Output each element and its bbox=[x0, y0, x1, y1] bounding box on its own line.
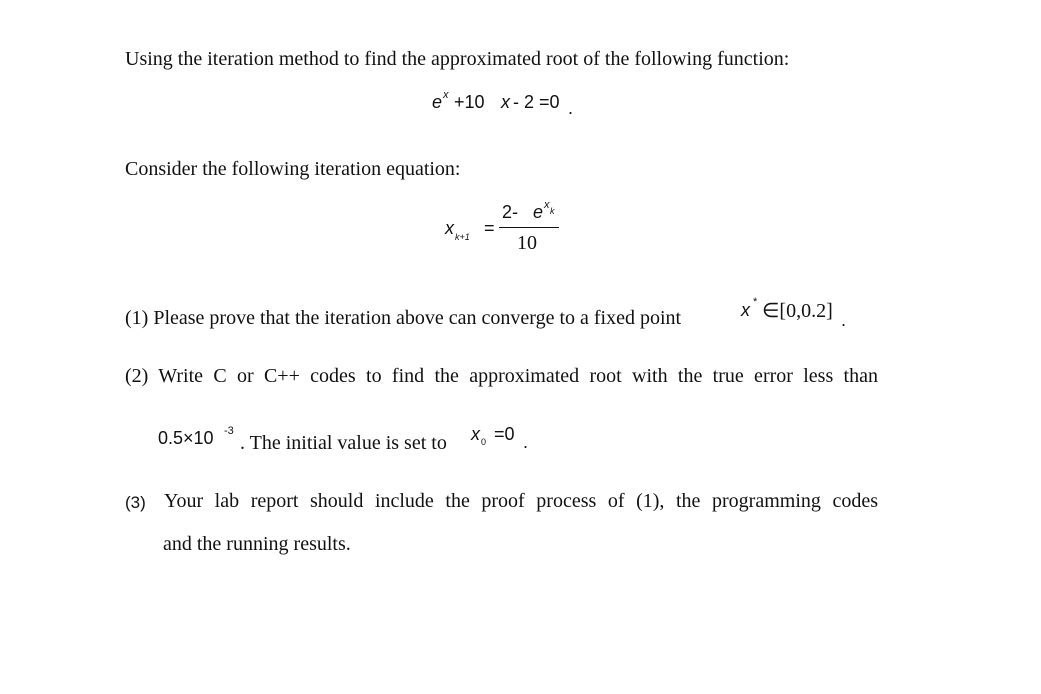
part3-line2: and the running results. bbox=[163, 533, 351, 555]
part2-period: . bbox=[523, 432, 529, 452]
initial-subscript: 0 bbox=[481, 437, 487, 447]
part1-math-interval: ∈[0,0.2] bbox=[762, 300, 833, 322]
consider-text: Consider the following iteration equation: bbox=[125, 158, 461, 180]
equation-coefficient: +10 bbox=[454, 92, 485, 112]
equation-period: . bbox=[568, 98, 574, 118]
part1-math-sup: * bbox=[753, 296, 758, 308]
part1-math-period: . bbox=[841, 310, 847, 330]
tolerance-base: 0.5×10 bbox=[158, 428, 214, 448]
part2-line1: (2) Write C or C++ codes to find the approximated root with the true error less than bbox=[125, 365, 878, 387]
fraction-bar bbox=[499, 227, 559, 228]
iteration-denominator: 10 bbox=[517, 232, 537, 254]
equation-constant: - 2 =0 bbox=[513, 92, 560, 112]
part1-math-var: x bbox=[741, 300, 750, 320]
iteration-equation bbox=[445, 198, 575, 262]
tolerance-exponent: -3 bbox=[224, 425, 234, 437]
iteration-numerator-exponent: x bbox=[544, 199, 550, 211]
part2-line2 bbox=[158, 424, 558, 460]
iteration-numerator-base: e bbox=[533, 202, 544, 222]
iteration-lhs-var: x bbox=[445, 218, 454, 238]
equation-base: e bbox=[432, 92, 443, 112]
part3-label: (3) bbox=[125, 493, 146, 512]
initial-var: x bbox=[471, 424, 480, 444]
iteration-lhs-subscript: k+1 bbox=[455, 232, 470, 242]
part1-text: (1) Please prove that the iteration above can converge to a fixed point bbox=[125, 307, 682, 329]
equation-exponent: x bbox=[443, 89, 449, 101]
intro-text: Using the iteration method to find the approximated root of the following function: bbox=[125, 48, 790, 70]
iteration-numerator-const: 2- bbox=[502, 202, 519, 222]
iteration-numerator-exponent-subscript: k bbox=[550, 206, 555, 216]
initial-value: =0 bbox=[494, 424, 515, 444]
equation-variable: x bbox=[501, 92, 510, 112]
iteration-equals: = bbox=[484, 218, 495, 238]
part2-text: . The initial value is set to bbox=[240, 432, 447, 454]
part3-line1: Your lab report should include the proof process of (1), the programming codes bbox=[164, 490, 878, 512]
